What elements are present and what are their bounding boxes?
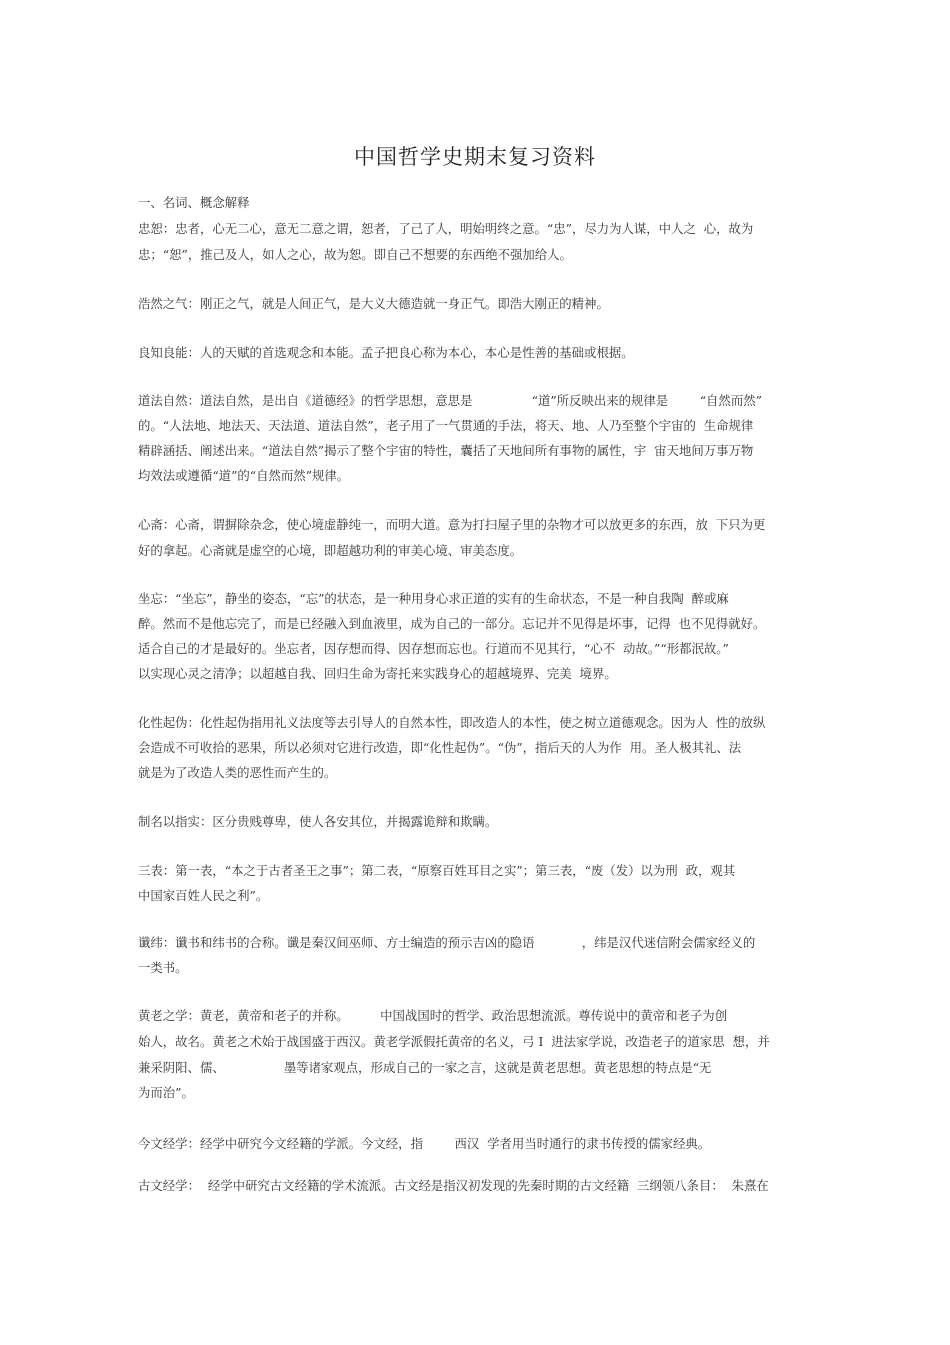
page-title: 中国哲学史期末复习资料 <box>354 145 596 169</box>
text-line: 均效法或遵循“道”的“自然而然”规律。 <box>138 468 350 483</box>
text-line: 以实现心灵之清净；以超越自我、回归生命为寄托来实践身心的超越境界、完美 境界。 <box>138 666 617 681</box>
text-line: 醉。然而不是他忘完了，而是已经融入到血液里，成为自己的一部分。忘记并不见得是坏事，记得 也不见得就好。 <box>138 616 766 631</box>
text-line: 始人，故名。黄老之术始于战国盛于西汉。黄老学派假托黄帝的名义，弓 I 进法家学说，改造老子的道家思 想，并 <box>138 1034 770 1049</box>
text-line: 中国家百姓人民之利”。 <box>138 888 269 903</box>
text-line: 适合自己的才是最好的。坐忘者，因存想而得、因存想而忘也。行道而不见其行，“心不 动故。”“形都泯故。” <box>138 641 729 656</box>
text-line: 忠；“恕”，推己及人，如人之心，故为恕。即自己不想要的东西绝不强加给人。 <box>138 247 572 262</box>
text-line: 兼采阴阳、儒、 墨等诸家观点，形成自己的一家之言，这就是黄老思想。黄老思想的特点是“无 <box>138 1060 712 1075</box>
text-line: 坐忘：“坐忘”，静坐的姿态，“忘”的状态，是一种用身心求正道的实有的生命状态，不是一种自我陶 醉或麻 <box>138 591 729 606</box>
text-line: 谶纬：谶书和纬书的合称。谶是秦汉间巫师、方士编造的预示吉凶的隐语 ，纬是汉代迷信附会儒家经义的 <box>138 935 756 950</box>
text-line: 浩然之气：刚正之气，就是人间正气，是大义大德造就一身正气。即浩大刚正的精神。 <box>138 296 609 311</box>
text-line: 精辟涵括、阐述出来。“道法自然”揭示了整个宇宙的特性，囊括了天地间所有事物的属性，宇 宙天地间万事万物 <box>138 443 754 458</box>
text-line: 良知良能：人的天赋的首选观念和本能。孟子把良心称为本心，本心是性善的基础或根据。 <box>138 345 634 360</box>
text-line: 心斋：心斋，谓摒除杂念，使心境虚静纯一，而明大道。意为打扫屋子里的杂物才可以放更多的东西，放 下只为更 <box>138 517 766 532</box>
text-line: 一类书。 <box>138 960 188 975</box>
text-line: 道法自然：道法自然，是出自《道德经》的哲学思想，意思是 “道”所反映出来的规律是 “自然而然” <box>138 393 762 408</box>
section-heading: 一、名词、概念解释 <box>138 195 250 210</box>
text-line: 今文经学：经学中研究今文经籍的学派。今文经，指 西汉 学者用当时通行的隶书传授的儒家经典。 <box>138 1136 711 1151</box>
text-line: 三表：第一表，“本之于古者圣王之事”；第二表，“原察百姓耳目之实”；第三表，“废（发）以为刑 政，观其 <box>138 863 736 878</box>
text-line: 就是为了改造人类的恶性而产生的。 <box>138 765 337 780</box>
text-line: 会造成不可收拾的恶果，所以必须对它进行改造，即“化性起伪”。“伪”，指后天的人为作 用。圣人极其礼、法 <box>138 740 742 755</box>
text-line: 化性起伪：化性起伪指用礼义法度等去引导人的自然本性，即改造人的本性，使之树立道德观念。因为人 性的放纵 <box>138 715 766 730</box>
text-line: 制名以指实：区分贵贱尊卑，使人各安其位，并揭露诡辩和欺瞒。 <box>138 814 498 829</box>
text-line: 的。“人法地、地法天、天法道、道法自然”，老子用了一气贯通的手法，将天、地、人乃至整个宇宙的 生命规律 <box>138 418 754 433</box>
text-line: 好的拿起。心斋就是虚空的心境，即超越功利的审美心境、审美态度。 <box>138 543 523 558</box>
text-line: 为而治”。 <box>138 1085 194 1100</box>
text-line: 黄老之学：黄老，黄帝和老子的并称。 中国战国时的哲学、政治思想流派。尊传说中的黄帝和老子为创 <box>138 1008 728 1023</box>
text-line: 忠恕：忠者，心无二心，意无二意之谓，恕者，了己了人，明始明终之意。“忠”，尽力为人谋，中人之 心，故为 <box>138 221 754 236</box>
text-line: 古文经学： 经学中研究古文经籍的学术流派。古文经是指汉初发现的先秦时期的古文经籍 三纲领八条目： 朱熹在 <box>138 1178 769 1193</box>
